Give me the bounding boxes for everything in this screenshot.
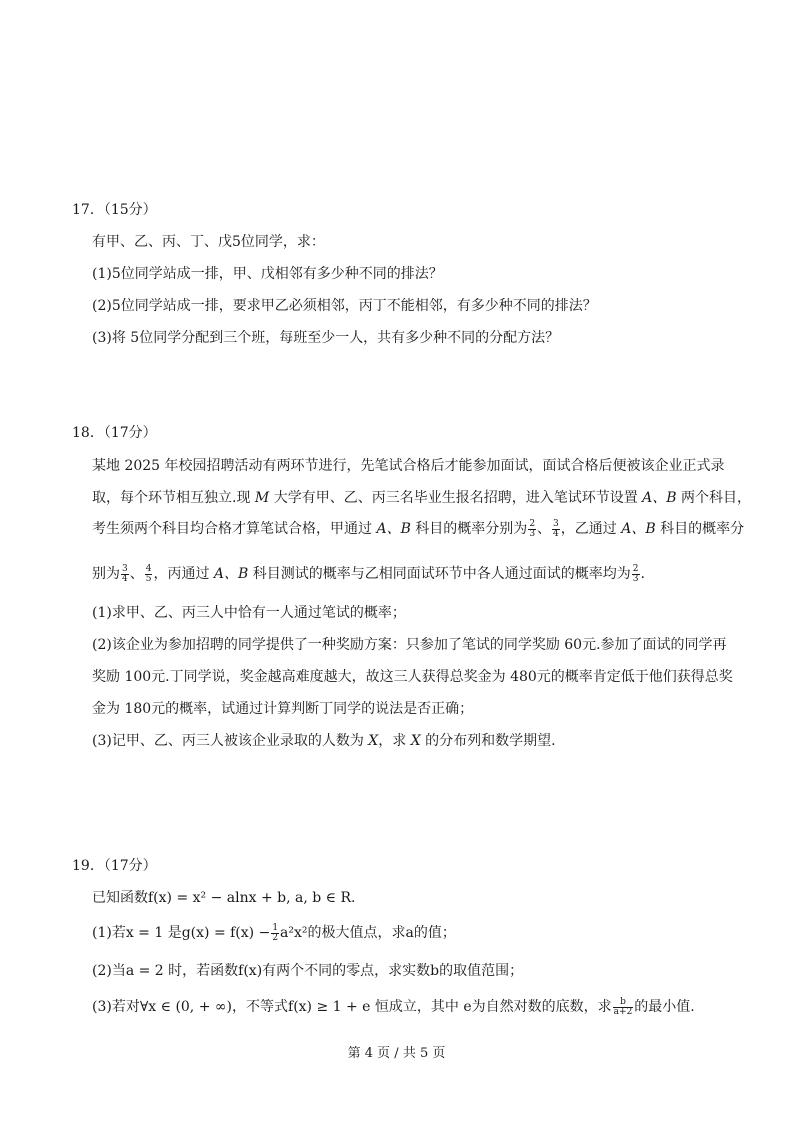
fraction: $\frac{4}{5}$: [145, 563, 152, 584]
fraction: $\frac{2}{3}$: [529, 518, 536, 539]
q18-header: 18．（17分）: [72, 425, 157, 441]
q18-part2-b: 奖励 100元.丁同学说，奖金越高难度越大，故这三人获得总奖金为 480元的概率肯定低于他们获得总奖: [92, 669, 733, 685]
q19-header: 19．（17分）: [72, 858, 157, 874]
q17-part2: (2)5位同学站成一排，要求甲乙必须相邻，丙丁不能相邻，有多少种不同的排法？: [92, 298, 597, 314]
q17-intro: 有甲、乙、丙、丁、戊5位同学，求：: [92, 234, 325, 250]
page-number: 第 4 页 / 共 5 页: [347, 1046, 446, 1061]
q18-line2: 取，每个环节相互独立.现 M 大学有甲、乙、丙三名毕业生报名招聘，进入笔试环节设置 A、B 两个科目，: [92, 490, 752, 506]
q18-part1: (1)求甲、乙、丙三人中恰有一人通过笔试的概率；: [92, 605, 406, 621]
q18-line4: 别为 $\frac{3}{4}$ 、 $\frac{4}{5}$ ，丙通过 A、B 科目测试的概率与乙相同面试环节中各人通过面试的概率均为 $\frac{2}{3}$ .: [92, 563, 645, 584]
fraction: $\frac{2}{3}$: [632, 563, 639, 584]
fraction: $\frac{1}{2}$: [272, 922, 279, 943]
q18-line1: 某地 2025 年校园招聘活动有两环节进行，先笔试合格后才能参加面试，面试合格后便被该企业正式录: [92, 458, 725, 474]
q18-part3: (3)记甲、乙、丙三人被该企业录取的人数为 X，求 X 的分布列和数学期望.: [92, 733, 556, 749]
q19-part2: (2)当a = 2 时，若函数f(x)有两个不同的零点，求实数b的取值范围；: [92, 963, 524, 979]
q17-part1: (1)5位同学站成一排，甲、戊相邻有多少种不同的排法？: [92, 266, 443, 282]
q18-part2-a: (2)该企业为参加招聘的同学提供了一种奖励方案：只参加了笔试的同学奖励 60元.参加了面试的同学再: [92, 637, 727, 653]
q18-part2-c: 金为 180元的概率，试通过计算判断丁同学的说法是否正确；: [92, 701, 474, 717]
q17-header: 17．（15分）: [72, 202, 157, 218]
q19-part3: (3)若对∀x ∈ (0, + ∞)，不等式f(x) ≥ 1 + e 恒成立，其中 e为自然对数的底数，求 $\frac{b}{a+2}$ 的最小值.: [92, 996, 695, 1017]
q19-part1: (1)若x = 1 是g(x) = f(x) − $\frac{1}{2}$ a²x²的极大值点，求a的值；: [92, 922, 456, 943]
fraction: $\frac{3}{4}$: [553, 518, 559, 539]
fraction: $\frac{b}{a+2}$: [613, 996, 633, 1017]
q18-line3: 考生须两个科目均合格才算笔试合格，甲通过 A、B 科目的概率分别为 $\frac{2}{3}$ 、 $\frac{3}{4}$ ，乙通过 A、B 科目的概率分: [92, 518, 745, 539]
q17-part3: (3)将 5位同学分配到三个班，每班至少一人，共有多少种不同的分配方法？: [92, 330, 560, 346]
q19-intro: 已知函数f(x) = x² − alnx + b, a, b ∈ R.: [92, 890, 356, 906]
fraction: $\frac{3}{4}$: [122, 563, 128, 584]
